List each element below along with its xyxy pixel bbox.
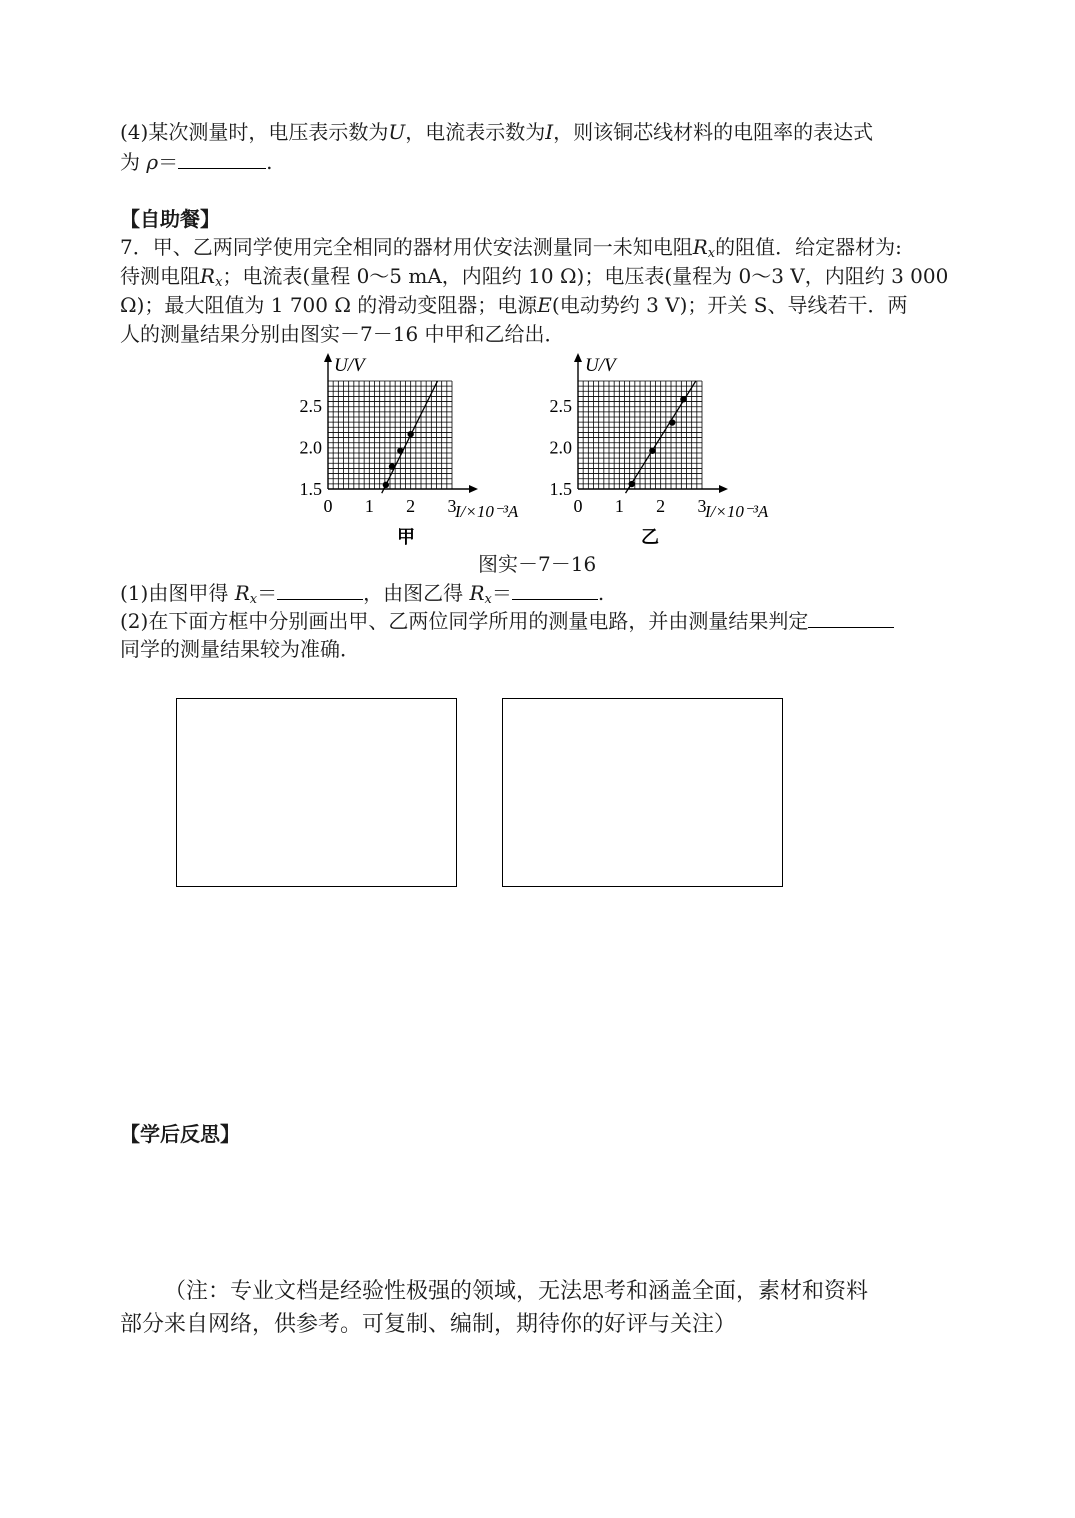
- q7-sub-2: [120, 607, 894, 635]
- q4-text: ＝: [158, 150, 179, 174]
- answer-blank-student[interactable]: [808, 607, 894, 628]
- y-tick-label: 2.0: [549, 437, 572, 458]
- q7-text: 7．甲、乙两同学使用完全相同的器材用伏安法测量同一未知电阻: [120, 235, 693, 259]
- data-point: [383, 482, 389, 488]
- section-heading-reflection: 【学后反思】: [120, 1122, 240, 1146]
- data-point: [629, 481, 635, 487]
- x-axis-label: I/×10⁻³A: [705, 502, 769, 521]
- section-heading-selfhelp: 【自助餐】: [120, 207, 220, 231]
- q7-text: 的阻值．给定器材为:: [715, 235, 902, 259]
- q7-text: ，由图乙得: [363, 581, 464, 605]
- q4-var-i: I: [545, 120, 554, 144]
- q4-line-2: [120, 148, 272, 176]
- footer-note: [120, 1275, 868, 1341]
- data-point: [649, 448, 655, 454]
- q7-var-sub: x: [707, 246, 716, 261]
- data-point: [407, 431, 413, 437]
- x-tick-label: 1: [364, 496, 374, 516]
- q7-text: ；电流表(量程 0～5 mA，内阻约 10 Ω)；电压表(量程为 0～3 V，内阻约 3 000: [222, 264, 949, 288]
- x-tick-label: 2: [406, 496, 416, 516]
- q7-text: ＝: [491, 581, 512, 605]
- data-point: [389, 463, 395, 469]
- x-tick-label: 3: [447, 496, 457, 516]
- q7-var-e: E: [537, 293, 552, 317]
- q7-var-r: R: [200, 264, 216, 288]
- chart-jia: [280, 345, 550, 550]
- q7-var-r: R: [234, 581, 250, 605]
- q4-text: (4)某次测量时，电压表示数为: [120, 120, 389, 144]
- q7-var-r: R: [692, 235, 708, 259]
- x-axis-label: I/×10⁻³A: [455, 502, 519, 521]
- note-line-1: （注：专业文档是经验性极强的领域，无法思考和涵盖全面，素材和资料: [164, 1279, 869, 1304]
- data-point: [397, 448, 403, 454]
- y-tick-label: 2.5: [549, 395, 572, 416]
- y-axis-arrow: [324, 353, 332, 362]
- q4-line-1: [120, 118, 873, 146]
- note-line-2: 部分来自网络，供参考。可复制、编制，期待你的好评与关注）: [120, 1312, 737, 1337]
- q7-text: .: [597, 581, 605, 605]
- data-point: [680, 396, 686, 402]
- q4-var-u: U: [388, 120, 406, 144]
- q7-text: 待测电阻: [120, 264, 200, 288]
- q7-var-sub: x: [215, 275, 223, 290]
- q7-text: ＝: [257, 581, 278, 605]
- y-tick-label: 1.5: [549, 479, 572, 499]
- circuit-answer-box-jia[interactable]: [176, 698, 457, 887]
- x-axis-arrow: [469, 485, 478, 493]
- x-tick-label: 1: [614, 496, 624, 516]
- q7-var-sub: x: [484, 592, 492, 607]
- answer-blank-rx-yi[interactable]: [512, 579, 598, 600]
- y-tick-label: 2.5: [299, 395, 322, 416]
- q7-line-3: [120, 291, 907, 319]
- answer-blank-rho[interactable]: [178, 148, 266, 169]
- chart-caption: 甲: [397, 527, 415, 547]
- q4-text: 为: [120, 150, 140, 174]
- figure-caption: 图实－7－16: [478, 552, 597, 576]
- y-axis-label: U/V: [334, 355, 365, 376]
- q7-text: (2)在下面方框中分别画出甲、乙两位同学所用的测量电路，并由测量结果判定: [120, 609, 809, 633]
- q7-text: (1)由图甲得: [120, 581, 229, 605]
- x-tick-label: 2: [656, 496, 666, 516]
- q4-text: ，电流表示数为: [405, 120, 546, 144]
- q7-var-r: R: [469, 581, 485, 605]
- q7-line-4: 人的测量结果分别由图实－7－16 中甲和乙给出．: [120, 322, 565, 346]
- x-tick-label: 0: [323, 496, 333, 516]
- y-tick-label: 1.5: [299, 479, 322, 499]
- y-axis-arrow: [574, 353, 582, 362]
- q4-text: .: [266, 150, 273, 174]
- circuit-answer-box-yi[interactable]: [502, 698, 783, 887]
- x-tick-label: 3: [697, 496, 707, 516]
- q4-text: ，则该铜芯线材料的电阻率的表达式: [553, 120, 874, 144]
- q7-var-sub: x: [249, 592, 258, 607]
- x-tick-label: 0: [573, 496, 583, 516]
- q7-text: Ω)；最大阻值为 1 700 Ω 的滑动变阻器；电源: [120, 293, 538, 317]
- y-axis-label: U/V: [585, 355, 616, 376]
- chart-yi: [530, 345, 800, 550]
- y-tick-label: 2.0: [299, 437, 322, 458]
- answer-blank-rx-jia[interactable]: [277, 579, 363, 600]
- q7-sub-2-cont: 同学的测量结果较为准确．: [120, 637, 360, 661]
- chart-caption: 乙: [641, 527, 659, 547]
- x-axis-arrow: [719, 485, 728, 493]
- q7-text: (电动势约 3 V)；开关 S、导线若干．两: [551, 293, 908, 317]
- data-point: [669, 419, 675, 425]
- q4-var-rho: ρ: [146, 150, 159, 174]
